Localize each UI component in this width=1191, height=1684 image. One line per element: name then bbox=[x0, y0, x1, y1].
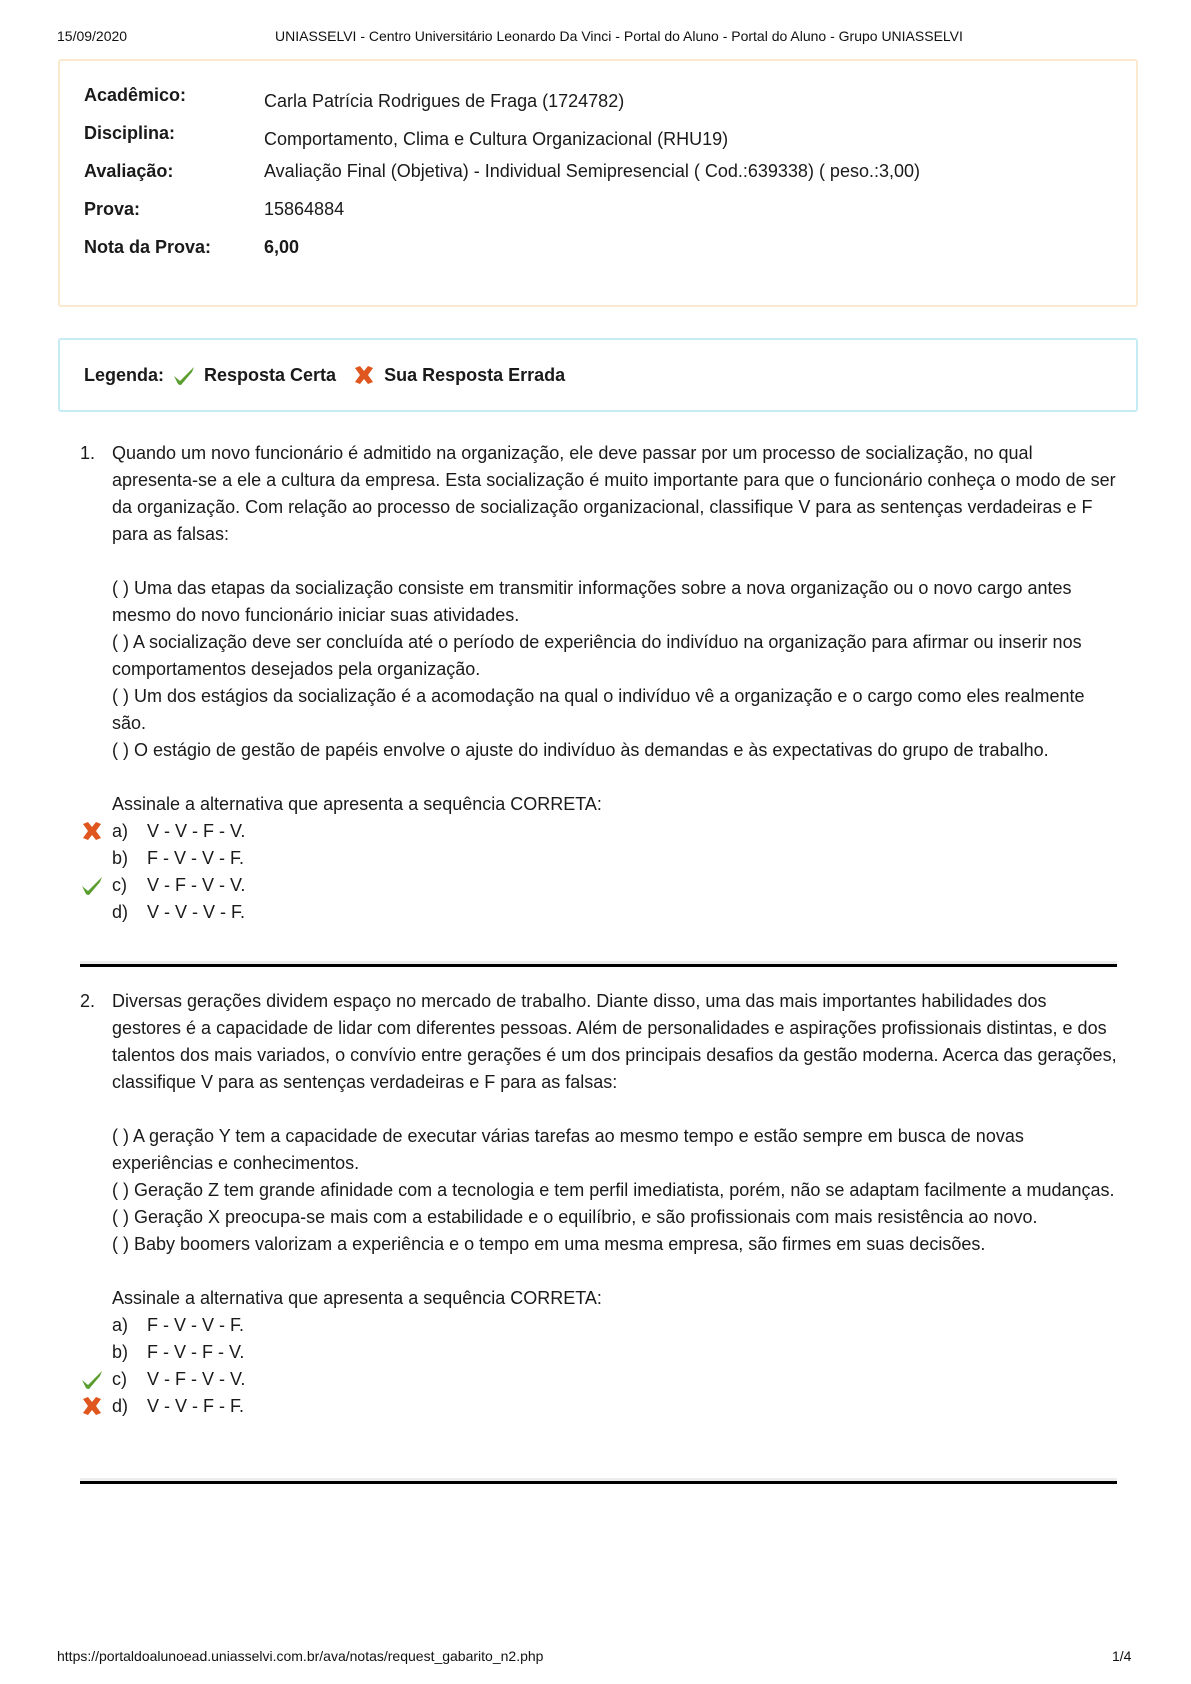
avaliacao-label: Avaliação: bbox=[84, 161, 174, 181]
legend-box bbox=[58, 338, 1138, 412]
options-list bbox=[80, 1312, 1120, 1420]
print-header bbox=[0, 28, 1191, 48]
statement-item: ( ) Um dos estágios da socialização é a acomodação na qual o indivíduo vê a organização e o cargo como eles realmente são. bbox=[112, 686, 1085, 733]
option-letter: a) bbox=[112, 821, 129, 841]
question-stem bbox=[80, 988, 1120, 1096]
question-stem bbox=[80, 440, 1120, 548]
option-letter: a) bbox=[112, 1315, 129, 1335]
option-b bbox=[112, 1339, 1120, 1366]
print-date: 15/09/2020 bbox=[57, 28, 128, 44]
disciplina-label: Disciplina: bbox=[84, 123, 176, 143]
disciplina-value: Comportamento, Clima e Cultura Organizacional (RHU19) bbox=[264, 129, 729, 149]
option-text: V - V - F - F. bbox=[147, 1396, 245, 1416]
check-icon bbox=[80, 1368, 104, 1390]
legend-correct-label: Resposta Certa bbox=[204, 364, 337, 385]
option-b bbox=[112, 845, 1120, 872]
x-icon bbox=[352, 364, 376, 386]
question-separator bbox=[80, 1478, 1117, 1484]
options-list bbox=[80, 818, 1120, 926]
statement-item: ( ) O estágio de gestão de papéis envolve o ajuste do indivíduo às demandas e às expectativas do grupo de trabalho. bbox=[112, 740, 1049, 760]
question-number: 2. bbox=[80, 991, 96, 1011]
legend-wrong-label: Sua Resposta Errada bbox=[384, 364, 566, 385]
x-icon bbox=[80, 1395, 104, 1417]
option-text: V - V - F - V. bbox=[147, 821, 246, 841]
statement-list bbox=[80, 1123, 1120, 1258]
legend bbox=[84, 364, 565, 386]
statement-item: ( ) Baby boomers valorizam a experiência e o tempo em uma mesma empresa, são firmes em suas decisões. bbox=[112, 1234, 986, 1254]
option-c bbox=[112, 872, 1120, 899]
print-page-title: UNIASSELVI - Centro Universitário Leonardo Da Vinci - Portal do Aluno - Portal do Aluno - Grupo UNIASSELVI bbox=[275, 28, 963, 44]
option-d bbox=[112, 899, 1120, 926]
option-letter: b) bbox=[112, 848, 129, 868]
page-url: https://portaldoalunoead.uniasselvi.com.br/ava/notas/request_gabarito_n2.php bbox=[57, 1648, 544, 1664]
question-prompt: Assinale a alternativa que apresenta a sequência CORRETA: bbox=[112, 1288, 602, 1308]
check-icon bbox=[80, 874, 104, 896]
question-number: 1. bbox=[80, 443, 96, 463]
option-a bbox=[112, 818, 1120, 845]
check-icon bbox=[172, 364, 196, 386]
question-separator bbox=[80, 961, 1117, 967]
option-text: V - F - V - V. bbox=[147, 1369, 246, 1389]
option-text: V - F - V - V. bbox=[147, 875, 246, 895]
option-c bbox=[112, 1366, 1120, 1393]
page-number: 1/4 bbox=[1112, 1648, 1132, 1664]
statement-list bbox=[80, 575, 1120, 764]
option-text: V - V - V - F. bbox=[147, 902, 246, 922]
prova-label: Prova: bbox=[84, 199, 141, 219]
question-2 bbox=[80, 988, 1120, 1420]
option-text: F - V - V - F. bbox=[147, 848, 245, 868]
option-letter: b) bbox=[112, 1342, 129, 1362]
avaliacao-value: Avaliação Final (Objetiva) - Individual Semipresencial ( Cod.:639338) ( peso.:3,00) bbox=[264, 161, 920, 181]
academico-value: Carla Patrícia Rodrigues de Fraga (1724782) bbox=[264, 91, 625, 111]
statement-item: ( ) Geração X preocupa-se mais com a estabilidade e o equilíbrio, e são profissionais com mais resistência ao novo. bbox=[112, 1207, 1038, 1227]
option-letter: c) bbox=[112, 1369, 127, 1389]
question-1 bbox=[80, 440, 1120, 926]
option-d bbox=[112, 1393, 1120, 1420]
question-text: Diversas gerações dividem espaço no mercado de trabalho. Diante disso, uma das mais importantes habilidades dos gestores é a capacidade de lidar com diferentes pessoas. Além de personalidades e aspirações profissionais distintas, e dos talentos dos mais variados, o convívio entre gerações é um dos principais desafios da gestão moderna. Acerca das gerações, classifique V para as sentenças verdadeiras e F para as falsas: bbox=[112, 991, 1117, 1092]
legend-label: Legenda: bbox=[84, 364, 165, 385]
option-text: F - V - V - F. bbox=[147, 1315, 245, 1335]
nota-value: 6,00 bbox=[264, 237, 300, 257]
statement-item: ( ) Geração Z tem grande afinidade com a tecnologia e tem perfil imediatista, porém, não se adaptam facilmente a mudanças. bbox=[112, 1180, 1115, 1200]
option-letter: d) bbox=[112, 1396, 129, 1416]
statement-item: ( ) A geração Y tem a capacidade de executar várias tarefas ao mesmo tempo e estão sempre em busca de novas experiências e conhecimentos. bbox=[112, 1126, 1024, 1173]
x-icon bbox=[80, 820, 104, 842]
option-text: F - V - F - V. bbox=[147, 1342, 245, 1362]
statement-item: ( ) A socialização deve ser concluída até o período de experiência do indivíduo na organização para afirmar ou inserir nos comportamentos desejados pela organização. bbox=[112, 632, 1082, 679]
statement-item: ( ) Uma das etapas da socialização consiste em transmitir informações sobre a nova organização ou o novo cargo antes mesmo do novo funcionário iniciar suas atividades. bbox=[112, 578, 1072, 625]
nota-label: Nota da Prova: bbox=[84, 237, 212, 257]
question-text: Quando um novo funcionário é admitido na organização, ele deve passar por um processo de socialização, no qual apresenta-se a ele a cultura da empresa. Esta socialização é muito importante para que o funcionário conheça o modo de ser da organização. Com relação ao processo de socialização organizacional, classifique V para as sentenças verdadeiras e F para as falsas: bbox=[112, 443, 1116, 544]
question-prompt: Assinale a alternativa que apresenta a sequência CORRETA: bbox=[112, 794, 602, 814]
option-letter: d) bbox=[112, 902, 129, 922]
option-letter: c) bbox=[112, 875, 127, 895]
option-a bbox=[112, 1312, 1120, 1339]
academico-label: Acadêmico: bbox=[84, 85, 187, 105]
prova-value: 15864884 bbox=[264, 199, 345, 219]
exam-info-box bbox=[58, 59, 1138, 307]
